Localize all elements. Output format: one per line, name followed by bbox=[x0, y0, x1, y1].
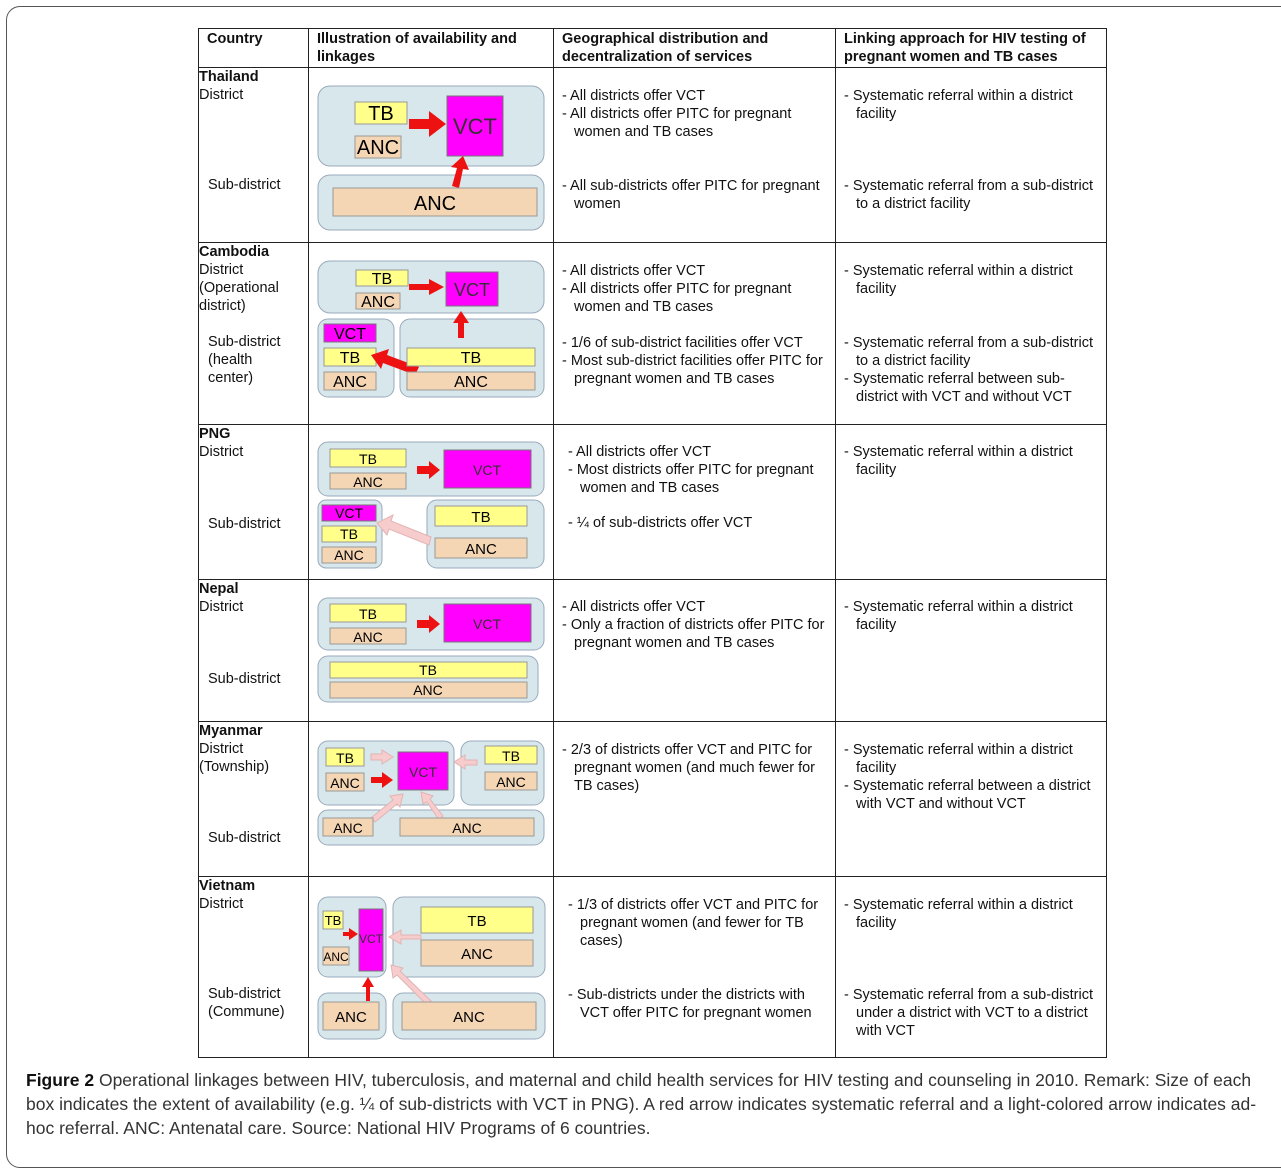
anc-box: ANC bbox=[465, 541, 497, 558]
geo-item: - All districts offer VCT bbox=[562, 88, 706, 104]
country-name: Thailand bbox=[199, 69, 259, 85]
geo-item: - All districts offer VCT bbox=[562, 263, 706, 279]
anc-box: ANC bbox=[413, 193, 457, 215]
anc-box: ANC bbox=[333, 820, 363, 836]
level-subdistrict: Sub-district bbox=[208, 830, 281, 846]
tb-box: TB bbox=[371, 271, 393, 288]
illustration-cambodia bbox=[309, 243, 553, 421]
header-country: Country bbox=[199, 29, 309, 68]
vct-box: VCT bbox=[473, 462, 501, 478]
anc-box: ANC bbox=[453, 1009, 485, 1026]
anc-box: ANC bbox=[330, 775, 360, 791]
geo-item: - All districts offer VCT bbox=[562, 599, 706, 615]
caption-text: Operational linkages between HIV, tuberculosis, and maternal and child health services for HIV testing and counseling in 2010. Remark: Size of each box indicates the extent of availability (e.g. ¼ of sub-districts with VCT in PNG). A red arrow indicates systematic referral and a light-colored arrow indicates ad-hoc referral. ANC: Antenatal care. Source: National HIV Programs of 6 countries. bbox=[26, 1070, 1257, 1138]
tb-box: TB bbox=[359, 606, 377, 622]
link-item: - Systematic referral within a district facility bbox=[844, 88, 1073, 122]
link-item: - Systematic referral from a sub-district under a district with VCT to a district with VCT bbox=[844, 987, 1093, 1039]
geo-item: - All districts offer PITC for pregnant women and TB cases bbox=[562, 106, 792, 140]
anc-box: ANC bbox=[334, 547, 364, 563]
tb-box: TB bbox=[324, 913, 342, 928]
link-item: - Systematic referral within a district facility bbox=[844, 599, 1073, 633]
tb-box: TB bbox=[460, 350, 482, 367]
geo-item: - 1/6 of sub-district facilities offer VCT bbox=[562, 335, 803, 351]
level-district: District bbox=[199, 896, 244, 912]
level-district: District bbox=[199, 444, 244, 460]
level-subdistrict: Sub-district (health center) bbox=[208, 334, 281, 386]
geo-item: - 1/3 of districts offer VCT and PITC for pregnant women (and fewer for TB cases) bbox=[568, 897, 819, 949]
illustration-thailand bbox=[309, 68, 553, 240]
geo-item: - All districts offer PITC for pregnant women and TB cases bbox=[562, 281, 792, 315]
figure-caption bbox=[0, 1068, 1281, 1140]
geo-item: - Sub-districts under the districts with VCT offer PITC for pregnant women bbox=[568, 987, 812, 1021]
link-item: - Systematic referral between a district with VCT and without VCT bbox=[844, 778, 1091, 812]
link-item: - Systematic referral within a district facility bbox=[844, 742, 1073, 776]
illustration-vietnam bbox=[309, 877, 553, 1055]
geo-item: - 2/3 of districts offer VCT and PITC for pregnant women (and much fewer for TB cases) bbox=[562, 742, 815, 794]
adhoc-arrow bbox=[377, 515, 431, 545]
link-item: - Systematic referral from a sub-district to a district facility bbox=[844, 335, 1093, 369]
country-name: Nepal bbox=[199, 581, 239, 597]
tb-box: TB bbox=[340, 526, 358, 542]
geo-item: - All districts offer VCT bbox=[568, 444, 712, 460]
link-item: - Systematic referral within a district facility bbox=[844, 444, 1073, 478]
level-subdistrict: Sub-district bbox=[208, 671, 281, 687]
vct-box: VCT bbox=[334, 326, 366, 343]
header-linking: Linking approach for HIV testing of pregnant women and TB cases bbox=[836, 29, 1107, 68]
tb-box: TB bbox=[368, 103, 394, 125]
anc-box: ANC bbox=[496, 774, 526, 790]
country-name: Vietnam bbox=[199, 878, 256, 894]
tb-box: TB bbox=[467, 913, 487, 930]
level-subdistrict: Sub-district bbox=[208, 516, 281, 532]
country-name: Myanmar bbox=[199, 723, 263, 739]
vct-box: VCT bbox=[409, 764, 437, 780]
header-geographical: Geographical distribution and decentralization of services bbox=[554, 29, 836, 68]
anc-box: ANC bbox=[413, 682, 443, 698]
level-district: District bbox=[199, 87, 244, 103]
table-row bbox=[199, 68, 1107, 243]
geo-item: - ¼ of sub-districts offer VCT bbox=[568, 515, 753, 531]
anc-box: ANC bbox=[452, 820, 482, 836]
table-row bbox=[199, 580, 1107, 722]
anc-box: ANC bbox=[353, 629, 383, 645]
link-item: - Systematic referral between sub-district with VCT and without VCT bbox=[844, 371, 1072, 405]
level-subdistrict: Sub-district bbox=[208, 177, 281, 193]
geo-item: - Most sub-district facilities offer PITC for pregnant women and TB cases bbox=[562, 353, 823, 387]
anc-box: ANC bbox=[461, 946, 493, 963]
link-item: - Systematic referral within a district facility bbox=[844, 897, 1073, 931]
table-row bbox=[199, 722, 1107, 877]
caption-label: Figure 2 bbox=[26, 1070, 95, 1090]
table-row bbox=[199, 243, 1107, 425]
tb-box: TB bbox=[336, 750, 354, 766]
illustration-png bbox=[309, 425, 553, 577]
anc-box: ANC bbox=[333, 374, 367, 391]
country-name: PNG bbox=[199, 426, 231, 442]
table-row bbox=[199, 425, 1107, 580]
illustration-myanmar bbox=[309, 722, 553, 874]
tb-box: TB bbox=[419, 662, 437, 678]
geo-item: - Most districts offer PITC for pregnant women and TB cases bbox=[568, 462, 814, 496]
vct-box: VCT bbox=[335, 505, 363, 521]
link-item: - Systematic referral within a district facility bbox=[844, 263, 1073, 297]
tb-box: TB bbox=[471, 509, 491, 526]
vct-box: VCT bbox=[453, 114, 497, 139]
geo-item: - All sub-districts offer PITC for pregnant women bbox=[562, 178, 820, 212]
level-district: District (Operational district) bbox=[199, 262, 279, 314]
anc-box: ANC bbox=[323, 950, 349, 964]
geo-item: - Only a fraction of districts offer PITC for pregnant women and TB cases bbox=[562, 617, 825, 651]
anc-box: ANC bbox=[353, 474, 383, 490]
link-item: - Systematic referral from a sub-district to a district facility bbox=[844, 178, 1093, 212]
anc-box: ANC bbox=[335, 1009, 367, 1026]
figure-table bbox=[198, 28, 1107, 1058]
header-illustration: Illustration of availability and linkages bbox=[309, 29, 554, 68]
level-subdistrict: Sub-district (Commune) bbox=[208, 986, 285, 1020]
level-district: District bbox=[199, 599, 244, 615]
level-district: District (Township) bbox=[199, 741, 270, 775]
vct-box: VCT bbox=[359, 932, 383, 946]
vct-box: VCT bbox=[454, 280, 490, 300]
anc-box: ANC bbox=[361, 294, 395, 311]
table-row bbox=[199, 877, 1107, 1058]
country-name: Cambodia bbox=[199, 244, 270, 260]
tb-box: TB bbox=[359, 451, 377, 467]
illustration-nepal bbox=[309, 580, 553, 718]
tb-box: TB bbox=[339, 350, 361, 367]
anc-box: ANC bbox=[356, 137, 400, 159]
tb-box: TB bbox=[502, 748, 520, 764]
anc-box: ANC bbox=[454, 374, 488, 391]
vct-box: VCT bbox=[473, 616, 501, 632]
